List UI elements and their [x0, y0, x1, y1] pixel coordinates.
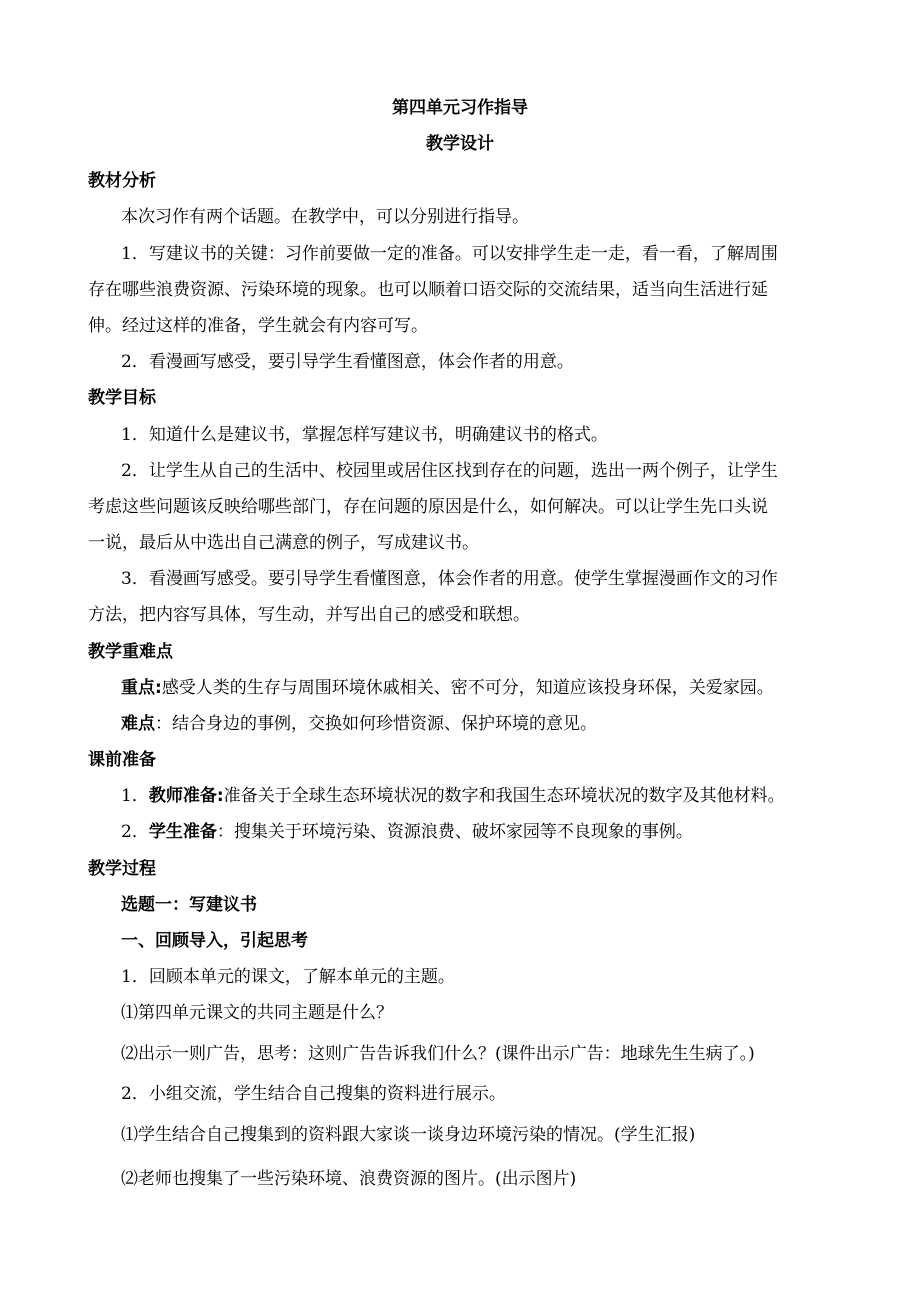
student-prep-line: [121, 821, 881, 843]
item-number: 1．: [121, 786, 149, 806]
key-point-line: [121, 677, 881, 699]
student-prep-label: 学生准备: [148, 822, 217, 842]
document-title: 第四单元习作指导: [392, 98, 528, 118]
paragraph: ⑵出示一则广告，思考：这则广告告诉我们什么？(课件出示广告：地球先生生病了。): [121, 1044, 755, 1064]
difficult-point-text: ：结合身边的事例，交换如何珍惜资源、保护环境的意见。: [155, 714, 597, 734]
student-prep-text: ：搜集关于环境污染、资源浪费、破坏家园等不良现象的事例。: [216, 822, 693, 842]
topic-heading: 选题一：写建议书: [121, 895, 257, 915]
section-heading-key-points: 教学重难点: [88, 642, 173, 662]
item-number: 2．: [121, 822, 149, 842]
paragraph: 2．让学生从自己的生活中、校园里或居住区找到存在的问题，选出一两个例子，让学生: [121, 461, 778, 481]
paragraph-continuation: 考虑这些问题该反映给哪些部门，存在问题的原因是什么，如何解决。可以让学生先口头说: [88, 497, 768, 517]
key-point-label: 重点:: [121, 678, 162, 698]
section-heading-preparation: 课前准备: [88, 750, 156, 770]
paragraph-continuation: 存在哪些浪费资源、污染环境的现象。也可以顺着口语交际的交流结果，适当向生活进行延: [88, 280, 768, 300]
teacher-prep-line: [121, 785, 881, 807]
paragraph: ⑴第四单元课文的共同主题是什么？: [121, 1003, 393, 1023]
key-point-text: 感受人类的生存与周围环境休戚相关、密不可分，知道应该投身环保，关爱家园。: [161, 678, 774, 698]
paragraph-continuation: 方法，把内容写具体，写生动，并写出自己的感受和联想。: [88, 605, 530, 625]
paragraph: 2．看漫画写感受，要引导学生看懂图意，体会作者的用意。: [121, 352, 574, 372]
paragraph: ⑴学生结合自己搜集到的资料跟大家谈一谈身边环境污染的情况。(学生汇报): [121, 1125, 696, 1145]
paragraph: ⑵老师也搜集了一些污染环境、浪费资源的图片。(出示图片): [121, 1169, 577, 1189]
part-heading: 一、回顾导入，引起思考: [121, 931, 308, 951]
paragraph: 1．写建议书的关键：习作前要做一定的准备。可以安排学生走一走，看一看，了解周围: [121, 244, 778, 264]
paragraph-continuation: 一说，最后从中选出自己满意的例子，写成建议书。: [88, 533, 479, 553]
paragraph: 1．回顾本单元的课文，了解本单元的主题。: [121, 967, 455, 987]
teacher-prep-label: 教师准备:: [148, 786, 224, 806]
section-heading-teaching-goals: 教学目标: [88, 388, 156, 408]
paragraph: 3．看漫画写感受。要引导学生看懂图意，体会作者的用意。使学生掌握漫画作文的习作: [121, 569, 778, 589]
teacher-prep-text: 准备关于全球生态环境状况的数字和我国生态环境状况的数字及其他材料。: [223, 786, 785, 806]
paragraph: 本次习作有两个话题。在教学中，可以分别进行指导。: [121, 207, 529, 227]
paragraph-continuation: 伸。经过这样的准备，学生就会有内容可写。: [88, 316, 428, 336]
difficult-point-line: [121, 713, 881, 735]
paragraph: 2．小组交流，学生结合自己搜集的资料进行展示。: [121, 1084, 506, 1104]
section-heading-textbook-analysis: 教材分析: [88, 171, 156, 191]
difficult-point-label: 难点: [121, 714, 155, 734]
document-subtitle: 教学设计: [426, 134, 494, 154]
paragraph: 1．知道什么是建议书，掌握怎样写建议书，明确建议书的格式。: [121, 425, 608, 445]
section-heading-teaching-process: 教学过程: [88, 859, 156, 879]
